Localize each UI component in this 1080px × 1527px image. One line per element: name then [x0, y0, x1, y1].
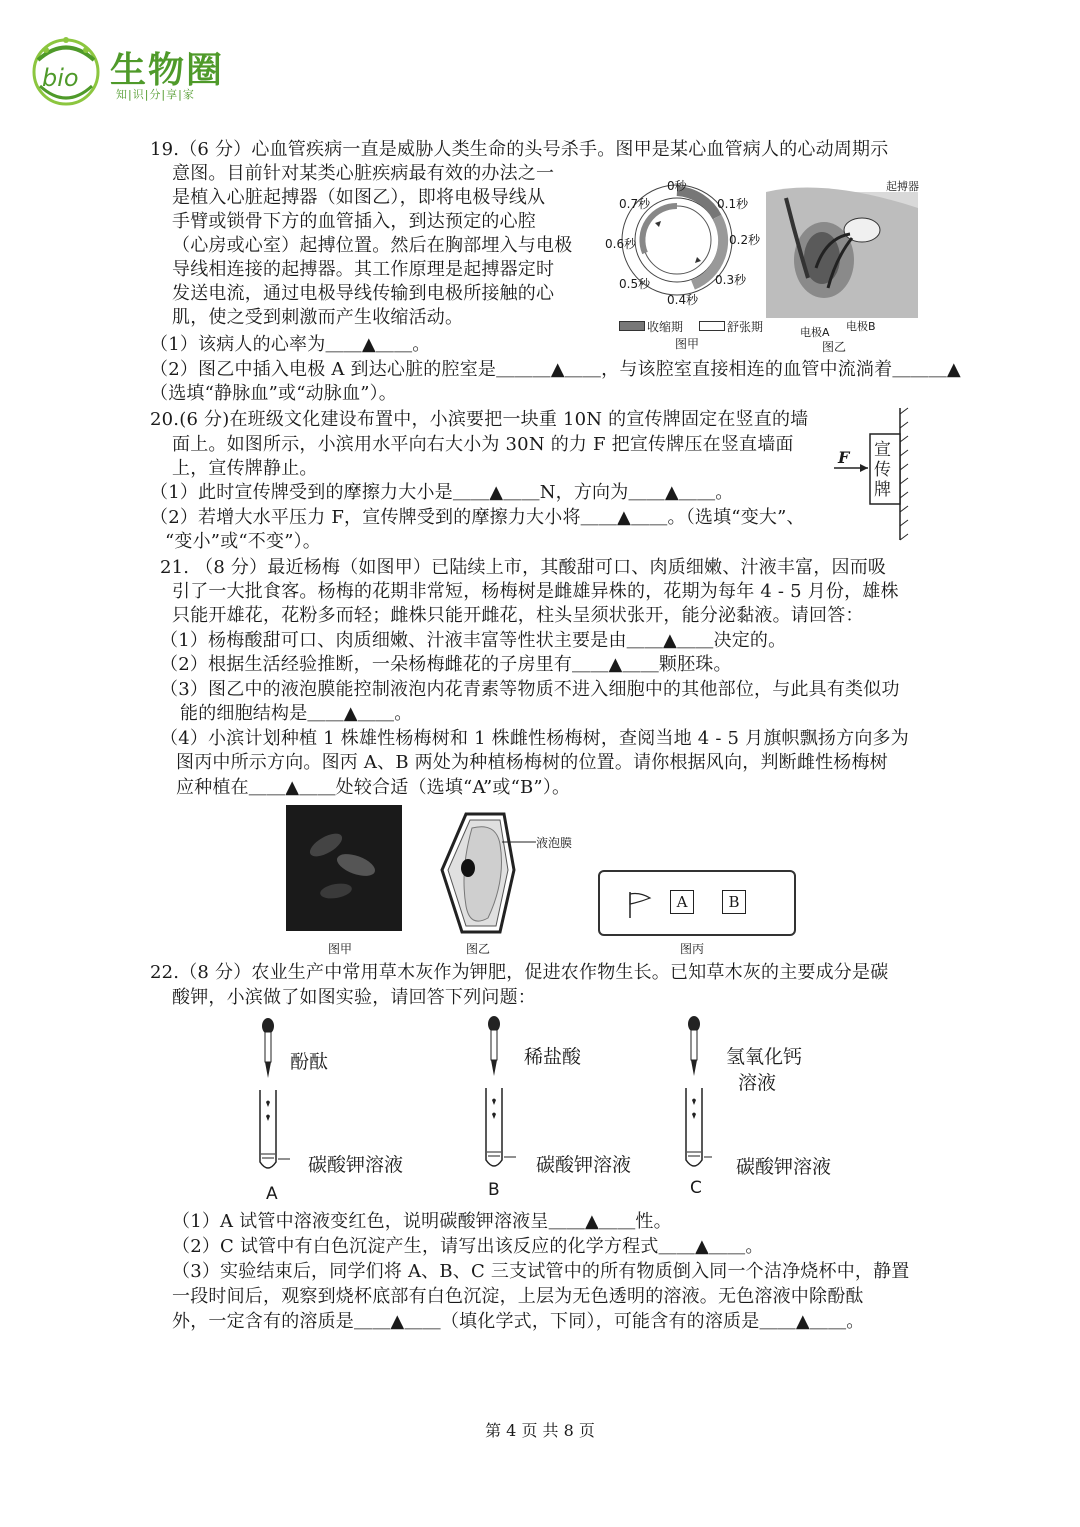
pacemaker-illustration — [766, 178, 918, 318]
legend-contract-swatch — [619, 321, 645, 331]
q19-sub1: （1）该病人的心率为＿＿▲＿＿。 — [150, 334, 431, 355]
label-electrode-b: 电极B — [846, 320, 876, 333]
q21-fig-yi-caption: 图乙 — [466, 942, 491, 956]
q19-sub2: （2）图乙中插入电极 A 到达心脏的腔室是＿＿＿▲＿＿，与该腔室直接相连的血管中流淌着＿＿＿▲ — [150, 359, 961, 380]
label-0s: 0秒 — [667, 179, 687, 193]
q20-line2: 面上。如图所示，小滨用水平向右大小为 30N 的力 F 把宣传牌压在竖直墙面 — [172, 434, 794, 455]
logo-mark: bio — [42, 64, 79, 92]
q19-line6: 导线相连接的起搏器。其工作原理是起搏器定时 — [172, 259, 555, 280]
bayberry-image — [286, 805, 402, 931]
flag-icon — [626, 890, 656, 920]
q20-sub3: “变小”或“不变”）。 — [165, 531, 322, 552]
dropper-tube-icon — [476, 1010, 516, 1180]
q19-line1: 19.（6 分）心血管疾病一直是威胁人类生命的头号杀手。图甲是某心血管病人的心动周期示 — [150, 139, 889, 160]
position-a: A — [670, 890, 694, 914]
tube-a-label: A — [266, 1184, 278, 1204]
legend-relax: 舒张期 — [727, 320, 764, 334]
q21-sub2: （2）根据生活经验推断，一朵杨梅雌花的子房里有＿＿▲＿＿颗胚珠。 — [160, 654, 732, 675]
label-0.3s: 0.3秒 — [715, 273, 747, 287]
q19-line7: 发送电流，通过电极导线传输到电极所接触的心 — [172, 283, 555, 304]
label-vacuole-membrane: 液泡膜 — [536, 836, 573, 850]
q21-sub1: （1）杨梅酸甜可口、肉质细嫩、汁液丰富等性状主要是由＿＿▲＿＿决定的。 — [160, 630, 787, 651]
tube-c-solution: 碳酸钾溶液 — [736, 1156, 832, 1178]
label-electrode-a: 电极A — [800, 326, 830, 339]
tube-a-solution: 碳酸钾溶液 — [308, 1154, 404, 1176]
q21-line3: 只能开雄花，花粉多而轻；雌株只能开雌花，柱头呈须状张开，能分泌黏液。请回答： — [172, 605, 864, 626]
q21-line2: 引了一大批食客。杨梅的花期非常短，杨梅树是雌雄异株的，花期为每年 4 - 5 月份，雄株 — [172, 581, 899, 602]
logo — [26, 30, 246, 110]
tube-c-reagent-2: 溶液 — [738, 1072, 777, 1094]
q22-sub3b: 一段时间后，观察到烧杯底部有白色沉淀，上层为无色透明的溶液。无色溶液中除酚酞 — [172, 1286, 864, 1307]
q22-sub3c: 外，一定含有的溶质是＿＿▲＿＿（填化学式，下同），可能含有的溶质是＿＿▲＿＿。 — [172, 1311, 865, 1332]
tube-b-label: B — [488, 1180, 500, 1200]
force-label: F — [838, 448, 850, 467]
q20-sub1: （1）此时宣传牌受到的摩擦力大小是＿＿▲＿＿N，方向为＿＿▲＿＿。 — [150, 482, 734, 503]
q19-line8: 肌，使之受到刺激而产生收缩活动。 — [172, 307, 464, 328]
tube-c-label: C — [690, 1178, 702, 1198]
q21-fig-bing-caption: 图丙 — [680, 942, 705, 956]
test-tube-a — [250, 1012, 430, 1207]
pacemaker-figure — [766, 178, 921, 354]
legend-relax-swatch — [699, 321, 725, 331]
logo-title: 生物圈 — [110, 50, 225, 91]
q21-fig-jia-caption: 图甲 — [328, 942, 353, 956]
q19-line2: 意图。目前针对某类心脏疾病最有效的办法之一 — [172, 163, 555, 184]
wind-position-figure — [598, 870, 796, 936]
dropper-tube-icon — [672, 1010, 712, 1180]
q22-sub2: （2）C 试管中有白色沉淀产生，请写出该反应的化学方程式＿＿▲＿＿。 — [172, 1236, 764, 1257]
heart-cycle-figure — [605, 175, 765, 351]
fig-yi-caption: 图乙 — [822, 340, 847, 354]
q21-sub3a: （3）图乙中的液泡膜能控制液泡内花青素等物质不进入细胞中的其他部位，与此具有类似功 — [160, 679, 900, 700]
legend-contract: 收缩期 — [647, 320, 684, 334]
dropper-tube-icon — [250, 1012, 290, 1182]
q20-line1: 20.(6 分)在班级文化建设布置中，小滨要把一块重 10N 的宣传牌固定在竖直的墙 — [150, 409, 809, 430]
label-pacemaker: 起搏器 — [886, 180, 919, 193]
label-0.1s: 0.1秒 — [717, 197, 749, 211]
q22-sub1: （1）A 试管中溶液变红色，说明碳酸钾溶液呈＿＿▲＿＿性。 — [172, 1211, 672, 1232]
q19-line4: 手臂或锁骨下方的血管插入，到达预定的心腔 — [172, 211, 536, 232]
q22-sub3a: （3）实验结束后，同学们将 A、B、C 三支试管中的所有物质倒入同一个洁净烧杯中，静置 — [172, 1261, 910, 1282]
q22-line1: 22.（8 分）农业生产中常用草木灰作为钾肥，促进农作物生长。已知草木灰的主要成分是碳 — [150, 962, 889, 983]
plant-cell-figure — [436, 810, 586, 936]
board-figure — [830, 404, 915, 544]
q21-sub4a: （4）小滨计划种植 1 株雄性杨梅树和 1 株雌性杨梅树，查阅当地 4 - 5 月旗帜飘扬方向多为 — [160, 728, 909, 749]
fig-jia-caption: 图甲 — [675, 337, 700, 351]
label-0.5s: 0.5秒 — [619, 277, 651, 291]
tube-b-reagent: 稀盐酸 — [524, 1046, 582, 1068]
q21-line1: 21. （8 分）最近杨梅（如图甲）已陆续上市，其酸甜可口、肉质细嫩、汁液丰富，因而吸 — [160, 557, 887, 578]
tube-a-reagent: 酚酞 — [290, 1051, 329, 1073]
tube-b-solution: 碳酸钾溶液 — [536, 1154, 632, 1176]
label-0.2s: 0.2秒 — [729, 233, 761, 247]
label-0.4s: 0.4秒 — [667, 293, 699, 307]
test-tube-c — [672, 1010, 872, 1205]
q19-line3: 是植入心脏起搏器（如图乙），即将电极导线从 — [172, 187, 546, 208]
label-0.7s: 0.7秒 — [619, 197, 651, 211]
page-footer: 第 4 页 共 8 页 — [485, 1421, 595, 1440]
logo-subtitle: 知|识|分|享|家 — [116, 88, 195, 101]
bayberry-photo — [286, 805, 402, 931]
q21-sub4c: 应种植在＿＿▲＿＿处较合适（选填“A”或“B”）。 — [176, 777, 571, 798]
q20-sub2: （2）若增大水平压力 F，宣传牌受到的摩擦力大小将＿＿▲＿＿。（选填“变大”、 — [150, 507, 805, 528]
q21-sub4b: 图丙中所示方向。图丙 A、B 两处为种植杨梅树的位置。请你根据风向，判断雌性杨梅树 — [176, 752, 888, 773]
plant-cell-diagram — [436, 810, 586, 936]
q19-sub3: （选填“静脉血”或“动脉血”）。 — [150, 383, 398, 404]
q21-sub3b: 能的细胞结构是＿＿▲＿＿。 — [180, 703, 413, 724]
q22-line2: 酸钾，小滨做了如图实验，请回答下列问题： — [172, 987, 536, 1008]
q19-line5: （心房或心室）起搏位置。然后在胸部埋入与电极 — [172, 235, 573, 256]
label-0.6s: 0.6秒 — [605, 237, 637, 251]
wall-hatch — [830, 404, 915, 544]
q20-line3: 上，宣传牌静止。 — [172, 458, 318, 479]
tube-c-reagent: 氢氧化钙 — [726, 1046, 803, 1068]
position-b: B — [722, 890, 746, 914]
test-tube-b — [476, 1010, 656, 1205]
board-label: 宣传牌 — [874, 440, 891, 500]
